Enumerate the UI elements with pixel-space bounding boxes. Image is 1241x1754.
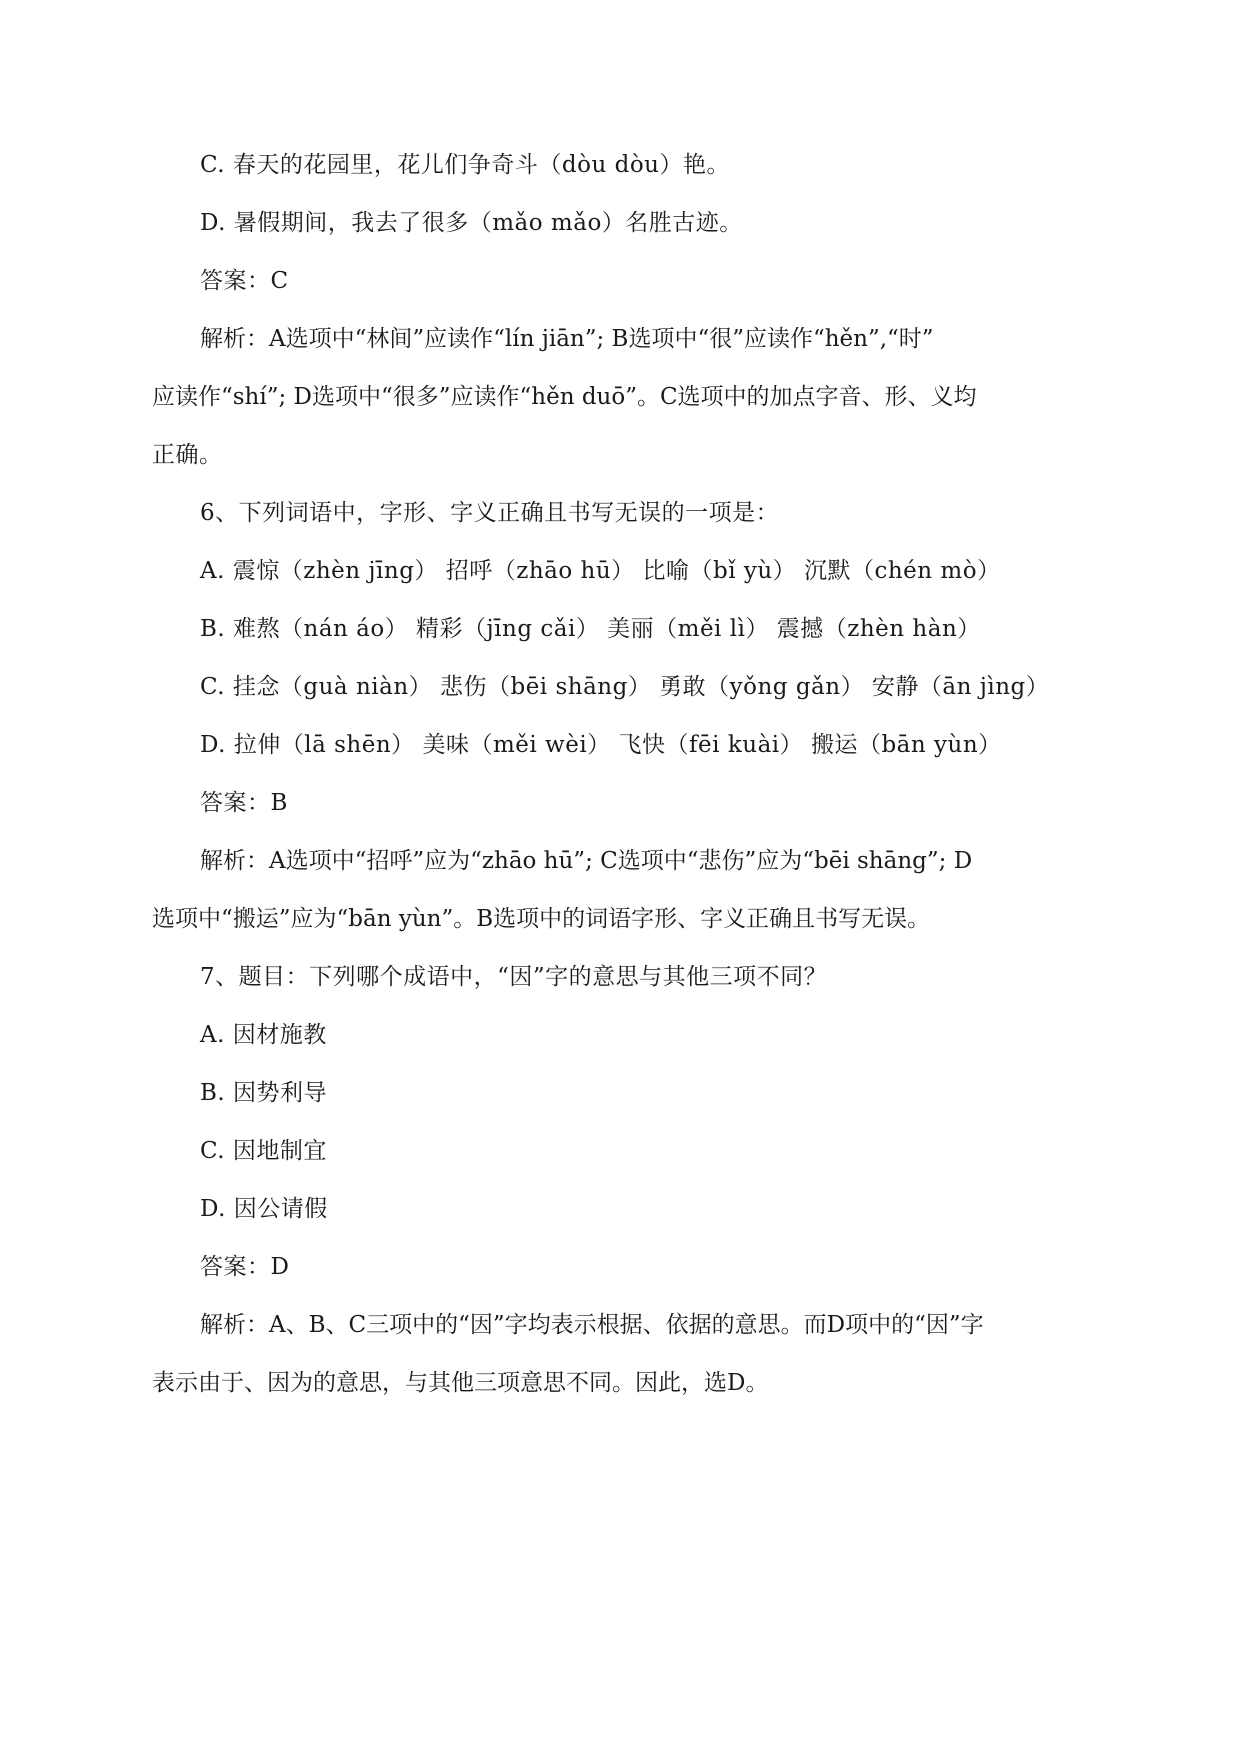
q5-analysis-line-2: 应读作“shí”; D选项中“很多”应读作“hěn duō”。C选项中的加点字音、形、义均 (152, 384, 977, 410)
q6-option-d: D. 拉伸（lā shēn） 美味（měi wèi） 飞快（fēi kuài） 搬运（bān yùn） (200, 732, 1002, 758)
q5-analysis-line-1: 解析：A选项中“林间”应读作“lín jiān”; B选项中“很”应读作“hěn”,“时” (200, 326, 934, 352)
q7-answer: 答案：D (200, 1254, 290, 1280)
q6-option-a: A. 震惊（zhèn jīng） 招呼（zhāo hū） 比喻（bǐ yù） 沉默（chén mò） (200, 558, 1001, 584)
q7-option-b: B. 因势利导 (200, 1080, 328, 1106)
q7-analysis-line-2: 表示由于、因为的意思，与其他三项意思不同。因此，选D。 (152, 1370, 769, 1396)
q5-option-c: C. 春天的花园里，花儿们争奇斗（dòu dòu）艳。 (200, 152, 730, 178)
q7-option-d: D. 因公请假 (200, 1196, 328, 1222)
q6-analysis-line-1: 解析：A选项中“招呼”应为“zhāo hū”; C选项中“悲伤”应为“bēi shāng”; D (200, 848, 973, 874)
q7-analysis-line-1: 解析：A、B、C三项中的“因”字均表示根据、依据的意思。而D项中的“因”字 (200, 1312, 984, 1338)
q5-option-d: D. 暑假期间，我去了很多（mǎo mǎo）名胜古迹。 (200, 210, 743, 236)
q6-analysis-line-2: 选项中“搬运”应为“bān yùn”。B选项中的词语字形、字义正确且书写无误。 (152, 906, 931, 932)
q5-answer: 答案：C (200, 268, 289, 294)
q6-answer: 答案：B (200, 790, 288, 816)
q5-analysis-line-3: 正确。 (152, 442, 223, 468)
q7-option-a: A. 因材施教 (200, 1022, 327, 1048)
q6-option-b: B. 难熬（nán áo） 精彩（jīng cǎi） 美丽（měi lì） 震撼（zhèn hàn） (200, 616, 981, 642)
q7-option-c: C. 因地制宜 (200, 1138, 327, 1164)
q6-option-c: C. 挂念（guà niàn） 悲伤（bēi shāng） 勇敢（yǒng gǎn） 安静（ān jìng） (200, 674, 1050, 700)
q7-question: 7、题目：下列哪个成语中，“因”字的意思与其他三项不同？ (200, 964, 828, 990)
q6-question: 6、下列词语中，字形、字义正确且书写无误的一项是： (200, 500, 780, 526)
